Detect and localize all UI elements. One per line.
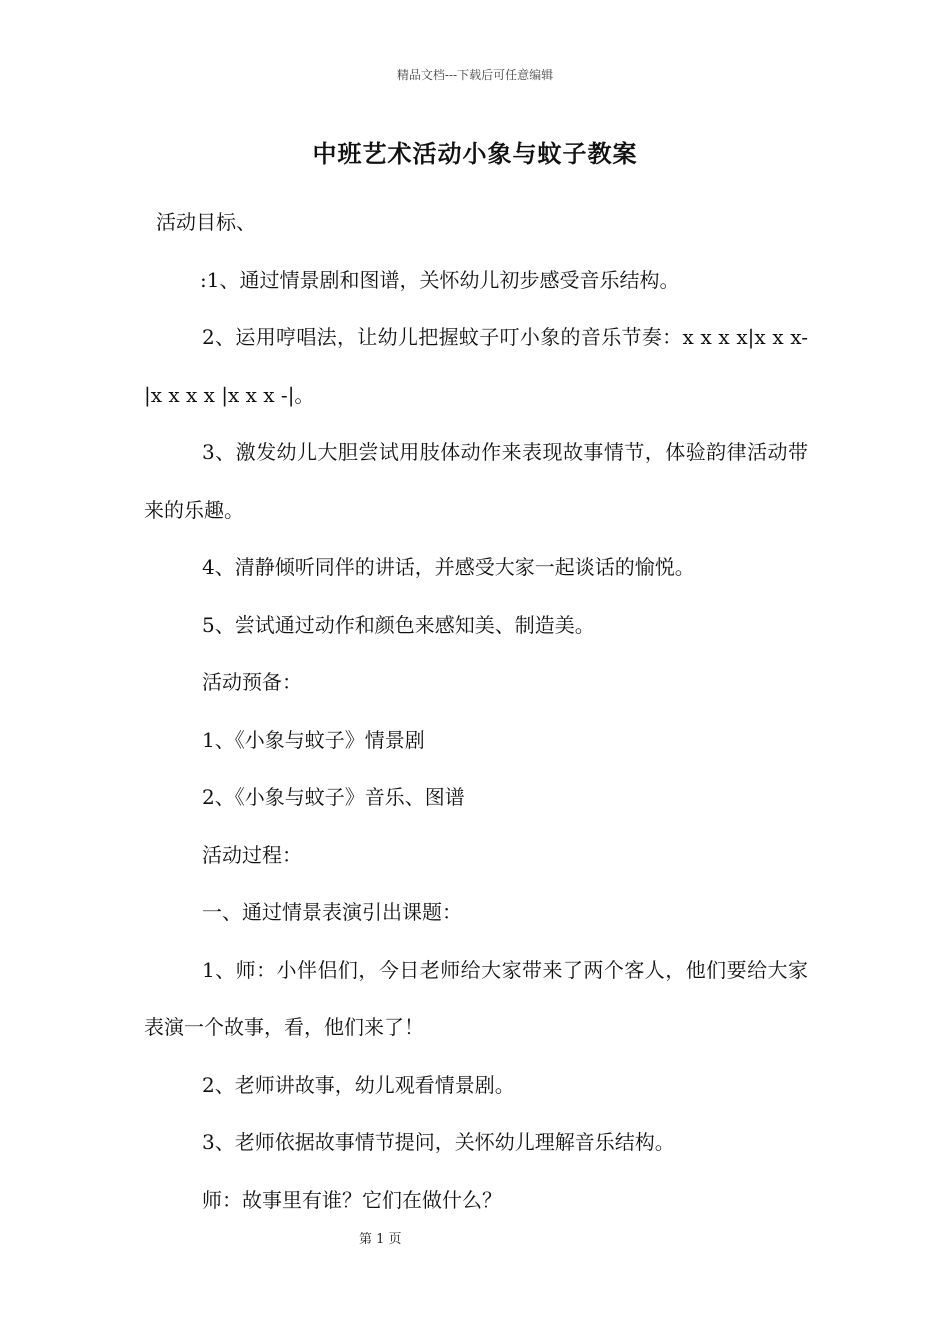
process-item-3: 3、老师依据故事情节提问，关怀幼儿理解音乐结构。 xyxy=(202,1130,675,1154)
goal-item-3: 3、激发幼儿大胆尝试用肢体动作来表现故事情节，体验韵律活动带来的乐趣。 xyxy=(144,440,808,522)
goal-item-5: 5、尝试通过动作和颜色来感知美、制造美。 xyxy=(202,612,595,637)
process-item-2: 2、老师讲故事，幼儿观看情景剧。 xyxy=(202,1072,515,1097)
teacher-question: 师：故事里有谁？它们在做什么？ xyxy=(202,1187,502,1212)
goal-item-4: 4、清静倾听同伴的讲话，并感受大家一起谈话的愉悦。 xyxy=(202,555,695,579)
goal-item-2: 2、运用哼唱法，让幼儿把握蚊子叮小象的音乐节奏：x x x x|x x x-|x x x x |x x x -|。 xyxy=(144,325,808,407)
section-heading-preparation: 活动预备： xyxy=(202,670,302,694)
process-step-heading-1: 一、通过情景表演引出课题： xyxy=(202,900,462,924)
preparation-item-1: 1、《小象与蚊子》情景剧 xyxy=(202,727,425,752)
document-title: 中班艺术活动小象与蚊子教案 xyxy=(312,139,638,168)
preparation-item-2: 2、《小象与蚊子》音乐、图谱 xyxy=(202,785,465,809)
page-number-footer: 第 1 页 xyxy=(359,1232,402,1247)
section-heading-process: 活动过程： xyxy=(202,842,302,867)
document-body xyxy=(144,194,808,1229)
page-header-note: 精品文档---下载后可任意编辑 xyxy=(396,68,554,82)
process-item-1: 1、师：小伴侣们，今日老师给大家带来了两个客人，他们要给大家表演一个故事，看，他们来了！ xyxy=(144,957,808,1039)
section-heading-goals: 活动目标、 xyxy=(156,210,256,234)
goal-item-1: :1、通过情景剧和图谱，关怀幼儿初步感受音乐结构。 xyxy=(200,267,680,292)
